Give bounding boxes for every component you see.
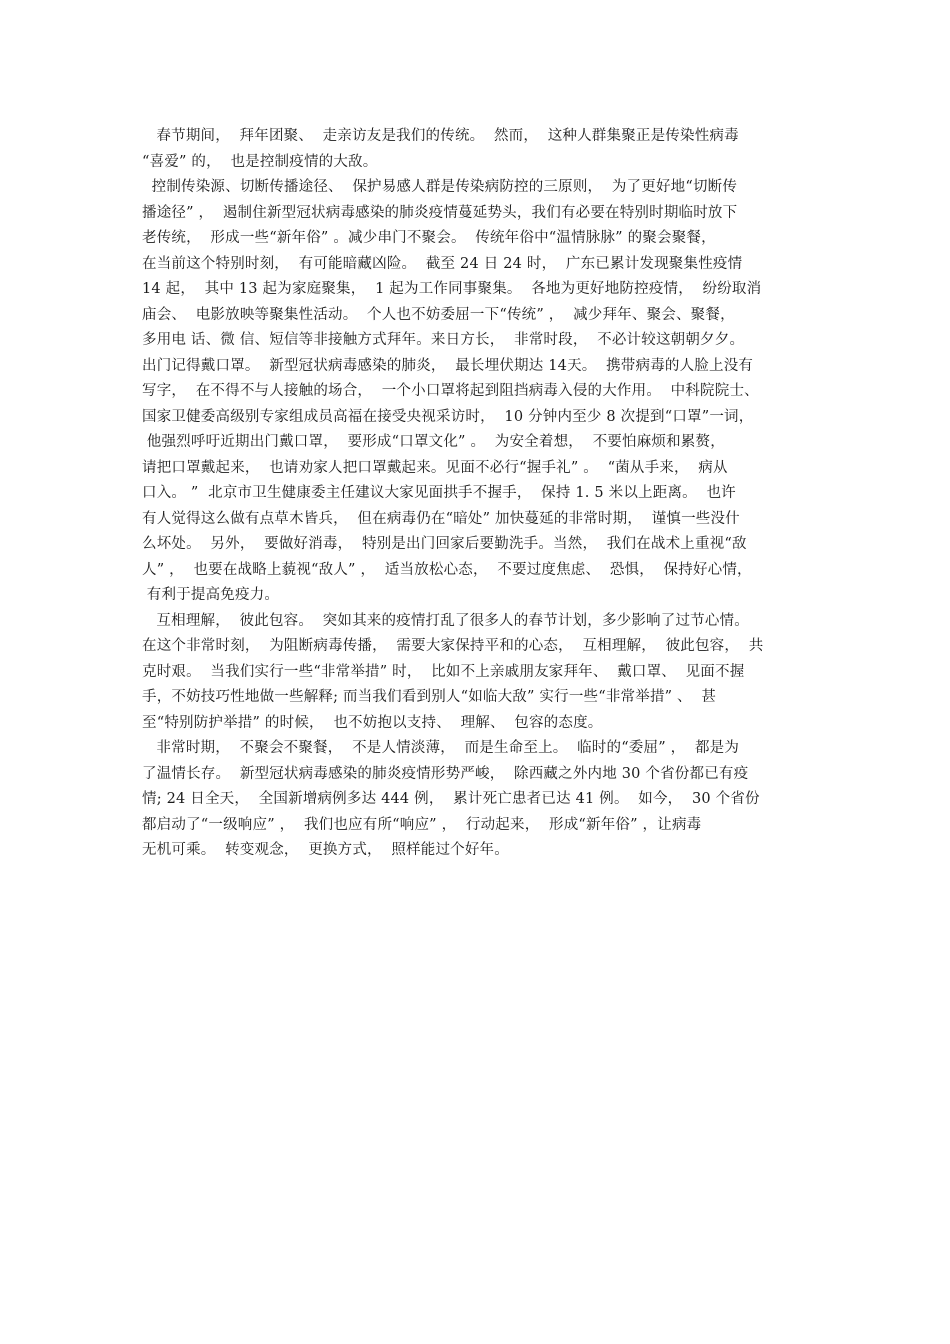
text-line: 互相理解， 彼此包容。 突如其来的疫情打乱了很多人的春节计划，多少影响了过节心情。	[142, 612, 749, 629]
text-line: 请把口罩戴起来， 也请劝家人把口罩戴起来。见面不必行“握手礼” 。 “菌从手来， 病从	[142, 459, 728, 476]
text-line: 人” ， 也要在战略上藐视“敌人” ， 适当放松心态， 不要过度焦虑、 恐惧， 保持好心情，	[142, 561, 752, 578]
text-line: 控制传染源、切断传播途径、 保护易感人群是传染病防控的三原则， 为了更好地“切断传	[142, 179, 738, 195]
text-line: 非常时期， 不聚会不聚餐， 不是人情淡薄， 而是生命至上。 临时的“委屈” ， 都是为	[142, 740, 740, 756]
text-line: 有人觉得这么做有点草木皆兵， 但在病毒仍在“暗处” 加快蔓延的非常时期， 谨慎一些没什	[142, 510, 740, 527]
text-line: 克时艰。 当我们实行一些“非常举措” 时， 比如不上亲戚朋友家拜年、 戴口罩、 见面不握	[142, 663, 745, 680]
text-line: 有利于提高免疫力。	[142, 587, 280, 603]
text-line: 口入。 ” 北京市卫生健康委主任建议大家见面拱手不握手， 保持 1. 5 米以上距离。 也许	[142, 485, 736, 501]
text-line: 在当前这个特别时刻， 有可能暗藏凶险。 截至 24 日 24 时， 广东已累计发现聚集性疫情	[142, 255, 743, 272]
text-line: 他强烈呼吁近期出门戴口罩， 要形成“口罩文化” 。 为安全着想， 不要怕麻烦和累赘，	[142, 434, 725, 450]
text-line: 老传统， 形成一些“新年俗” 。减少串门不聚会。 传统年俗中“温情脉脉” 的聚会聚餐，	[142, 230, 716, 246]
text-line: 写字， 在不得不与人接触的场合， 一个小口罩将起到阻挡病毒入侵的大作用。 中科院院士、	[142, 383, 759, 399]
text-line: 春节期间， 拜年团聚、 走亲访友是我们的传统。 然而， 这种人群集聚正是传染性病毒	[142, 128, 739, 144]
text-line: 14 起， 其中 13 起为家庭聚集， 1 起为工作同事聚集。 各地为更好地防控疫情， 纷纷取消	[142, 281, 762, 297]
text-line: 庙会、 电影放映等聚集性活动。 个人也不妨委屈一下“传统” ， 减少拜年、聚会、聚餐，	[142, 306, 735, 323]
text-line: 出门记得戴口罩。 新型冠状病毒感染的肺炎， 最长埋伏期达 14天。 携带病毒的人脸上没有	[142, 357, 754, 374]
text-line: 在这个非常时刻， 为阻断病毒传播， 需要大家保持平和的心态， 互相理解， 彼此包容， 共	[142, 638, 764, 654]
text-line: 无机可乘。 转变观念， 更换方式， 照样能过个好年。	[142, 842, 509, 858]
text-line: 国家卫健委高级别专家组成员高福在接受央视采访时， 10 分钟内至少 8 次提到“口罩”一词，	[142, 408, 754, 425]
text-line: 多用电 话、微 信、短信等非接触方式拜年。来日方长， 非常时段， 不必计较这朝朝夕夕。	[142, 332, 745, 348]
text-line: 播途径” ， 遏制住新型冠状病毒感染的肺炎疫情蔓延势头，我们有必要在特别时期临时放下	[142, 204, 738, 221]
text-line: 了温情长存。 新型冠状病毒感染的肺炎疫情形势严峻， 除西藏之外内地 30 个省份都已有疫	[142, 765, 749, 782]
text-line: 么坏处。 另外， 要做好消毒， 特别是出门回家后要勤洗手。当然， 我们在战术上重视“敌	[142, 536, 747, 552]
text-line: 至“特别防护举措” 的时候， 也不妨抱以支持、 理解、 包容的态度。	[142, 714, 603, 731]
text-line: 情; 24 日全天， 全国新增病例多达 444 例， 累计死亡患者已达 41 例。 如今， 30 个省份	[142, 791, 760, 807]
text-line: 都启动了“一级响应” ， 我们也应有所“响应” ， 行动起来， 形成“新年俗” ，让病毒	[142, 816, 702, 833]
text-line: 手，不妨技巧性地做一些解释; 而当我们看到别人“如临大敌” 实行一些“非常举措” 、 甚	[142, 689, 717, 705]
text-line: “喜爱” 的， 也是控制疫情的大敌。	[142, 153, 378, 170]
article-body	[142, 124, 822, 864]
